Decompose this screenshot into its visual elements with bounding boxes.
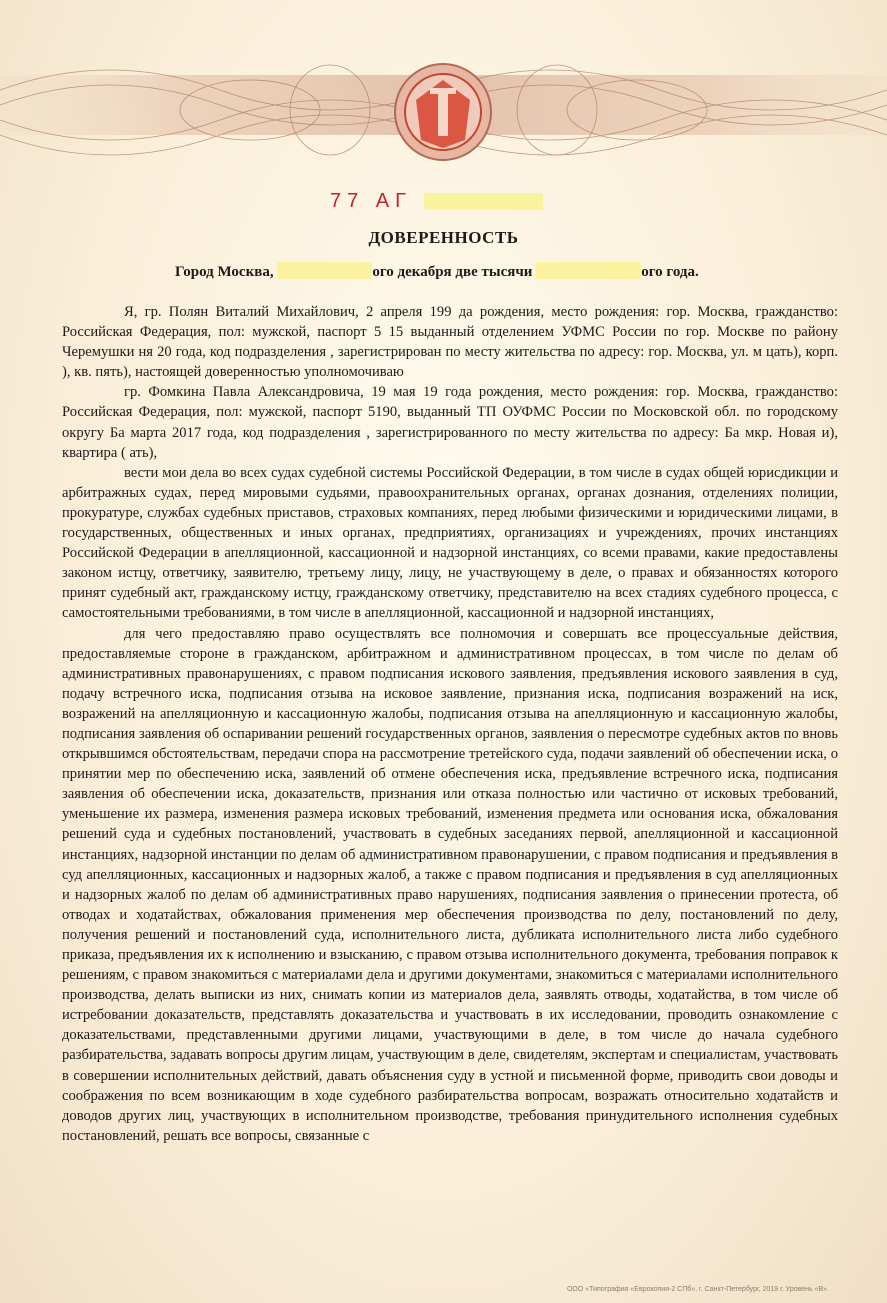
emblem-icon <box>395 64 491 160</box>
principal-paragraph: Я, гр. Полян Виталий Михайлович, 2 апреля 199 да рождения, место рождения: гор. Москва, гражданство: Российская Федерация, пол: мужской, паспорт 5 15 выданный отделением УФМС России по гор. Москве по району Черемушки ня 20 года, код подразделения , зарегистрирован по месту жительства по адресу: гор. Москва, ул. м цать), корп. ), кв. пять), настоящей доверенностью уполномочиваю <box>62 304 838 381</box>
attorney-paragraph: гр. Фомкина Павла Александровича, 19 мая 19 года рождения, место рождения: гор. Москва, гражданство: Российская Федерация, пол: мужской, паспорт 5190, выданный ТП ОУФМС России по Московской обл. по городскому округу Ба марта 2017 года, код подразделения , зарегистрированного по месту жительства по адресу: Ба мкр. Новая и), квартира ( ать), <box>62 384 838 461</box>
city-date-line: Город Москва, ого декабря две тысячи ого года. <box>175 264 699 280</box>
powers-paragraph: для чего предоставляю право осуществлять все полномочия и совершать все процессуальные действия, предоставляемые стороне в гражданском, арбитражном и административном процессах, в том числе по делам об административных правонарушениях, с правом подписания искового заявления, предъявления искового заявления в суд, подачу встречного иска, подписания отзыва на исковое заявление, признания иска, подписания возражений на иск, возражений на апелляционную и кассационную жалобы, подписания отзыва на апелляционную и кассационную жалобы, подписания заявления об оспаривании решений государственных органов, заявления о пересмотре судебных актов по вновь открывшимся обстоятельствам, передачи спора на рассмотрение третейского суда, подачи заявлений об обеспечении иска, о принятии мер по обеспечению иска, заявлений об отмене обеспечения иска, предъявление встречного иска, подписания заявления об обеспечении иска, доказательств, признания или отказа полностью или частично от исковых требований, уменьшение их размера, изменения размера исковых требований, изменения предмета или основания иска, обжалования решений суда и судебных постановлений, участвовать в судебных заседаниях первой, апелляционной и кассационной инстанциях, надзорной инстанции по делам об административном правонарушении, с правом подписания и предъявления в суд апелляционных, кассационных и надзорных жалоб, а также с правом подписания и предъявления в суд апелляционных и надзорных жалоб по делам об административных право нарушениях, подписания заявления о принесении протеста, об отводах и ходатайствах, обжалования применения мер обеспечения производства по делу, постановлений по делу, получения решений и постановлений суда, исполнительного листа, дубликата исполнительного листа либо судебного приказа, предъявления их к исполнению и взысканию, с правом отзыва исполнительного документа, требования поправок к решениям, с правом знакомиться с материалами дела и другими документами, знакомиться с материалами исполнительного производства, делать выписки из них, снимать копии из материалов дела, заявлять отводы, ходатайства, в том числе об истребовании доказательств, представлять доказательства и участвовать в их исследовании, проводить ознакомление с доказательствами, представленными другими лицами, участвующими в деле, в том числе до начала судебного разбирательства, задавать вопросы другим лицам, участвующим в деле, свидетелям, экспертам и специалистам, участвовать в совершении исполнительных действий, давать объяснения суду в устной и письменной форме, приводить свои доводы и соображения по всем возникающим в ходе судебного разбирательства вопросам, возражать относительно ходатайств и доводов других лиц, участвующих в исполнительном производстве, требования принудительного исполнения судебных постановлений, решать все вопросы, связанные с <box>62 625 838 1144</box>
scope-paragraph: вести мои дела во всех судах судебной системы Российской Федерации, в том числе в судах общей юрисдикции и арбитражных судах, перед мировыми судьями, правоохранительных органах, органах дознания, отделениях полиции, прокуратуре, службах судебных приставов, страховых компаниях, перед любыми физическими и юридическими лицами, в государственных, общественных и иных органах, предприятиях, организациях и учреждениях, прочих инстанциях Российской Федерации в апелляционной, кассационной и надзорной инстанциях, со всеми правами, какие предоставлены законом истцу, ответчику, заявителю, третьему лицу, лицу, не участвующему в деле, о правах и обязанностях которого принят судебный акт, гражданскому истцу, гражданскому ответчику, представителю на всех стадиях судебного процесса, с самостоятельными требованиями, в том числе в апелляционной, кассационной и надзорной инстанциях, <box>62 464 838 622</box>
printer-footer: ООО «Типография «Еврокопия-2 СПб», г. Санкт-Петербург, 2019 г. Уровень «В». <box>566 1286 829 1293</box>
document-body <box>62 302 838 1146</box>
blank-serial-number: 77 АГ <box>330 190 543 213</box>
document-title: ДОВЕРЕННОСТЬ <box>368 228 519 247</box>
guilloche-ornament <box>0 30 887 190</box>
